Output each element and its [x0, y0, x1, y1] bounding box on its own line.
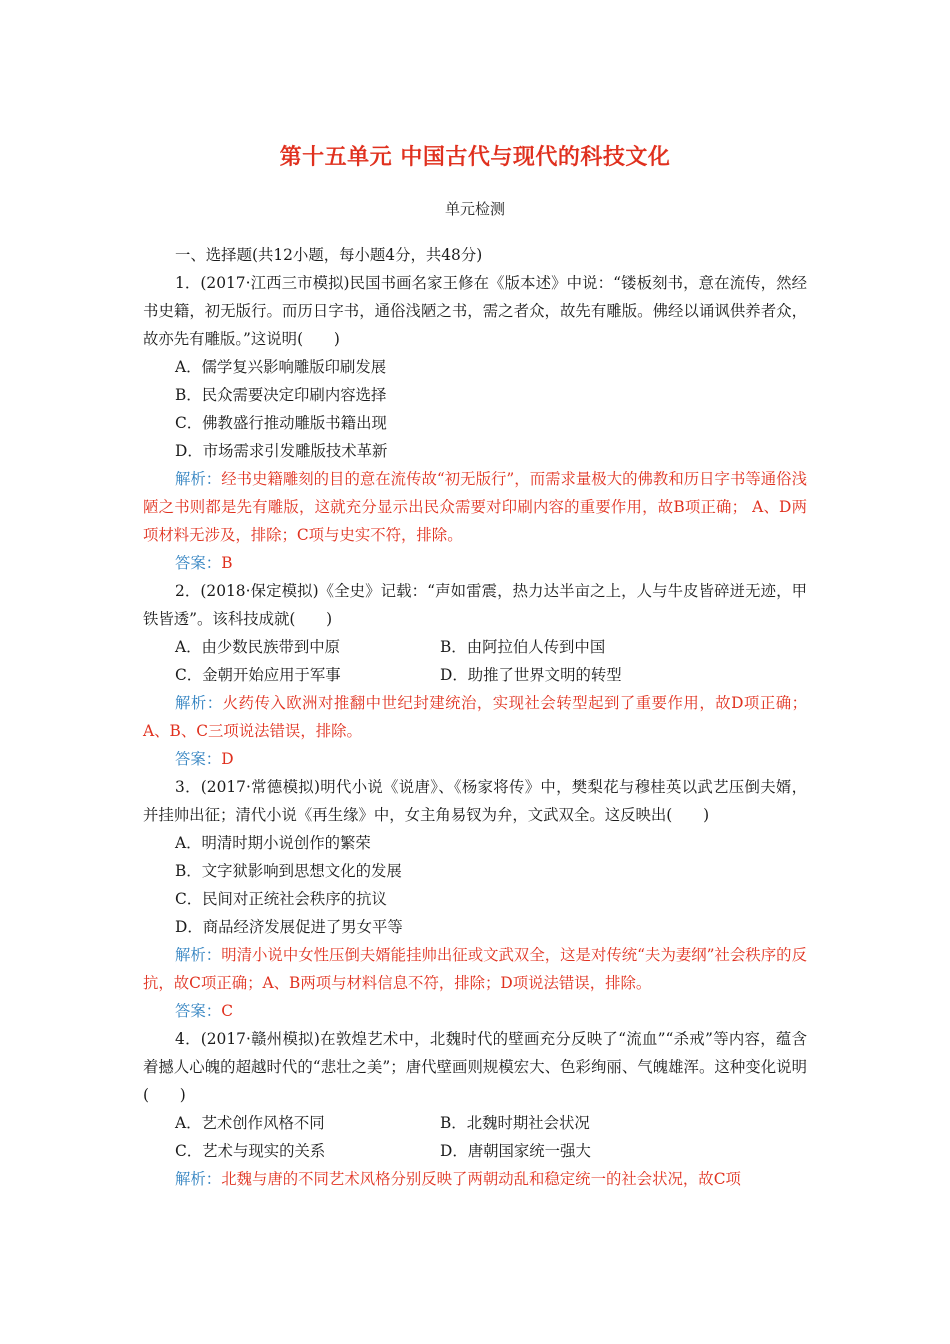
answer	[143, 549, 807, 577]
question-stem: 2．(2018·保定模拟)《全史》记载：“声如雷震，热力达半亩之上，人与牛皮皆碎迸无迹，甲铁皆透”。该科技成就( )	[143, 582, 807, 628]
option: A．明清时期小说创作的繁荣	[175, 834, 371, 852]
answer-value: B	[221, 554, 233, 572]
page-subtitle: 单元检测	[444, 200, 505, 218]
option: B．民众需要决定印刷内容选择	[175, 386, 387, 404]
option-row	[143, 1109, 807, 1137]
option-row	[143, 1137, 807, 1165]
option: C．民间对正统社会秩序的抗议	[175, 890, 387, 908]
option: B．北魏时期社会状况	[440, 1114, 590, 1132]
analysis-text: 经书史籍雕刻的目的意在流传故“初无版行”，而需求量极大的佛教和历日字书等通俗浅陋之书则都是先有雕版，这就充分显示出民众需要对印刷内容的重要作用，故B项正确； A、D两项材料无涉及，排除；C项与史实不符，排除。	[143, 470, 807, 544]
answer-value: D	[221, 750, 234, 768]
page-title: 第十五单元 中国古代与现代的科技文化	[279, 145, 671, 170]
answer-value: C	[221, 1002, 233, 1020]
option: C．金朝开始应用于军事	[175, 666, 341, 684]
answer	[143, 997, 807, 1025]
answer	[143, 745, 807, 773]
option: B．文字狱影响到思想文化的发展	[175, 862, 402, 880]
analysis	[143, 941, 807, 997]
option: D．商品经济发展促进了男女平等	[175, 918, 403, 936]
analysis-label: 解析：	[175, 1170, 222, 1188]
analysis-label: 解析：	[175, 946, 222, 964]
analysis-text: 火药传入欧洲对推翻中世纪封建统治，实现社会转型起到了重要作用，故D项正确；A、B、C三项说法错误，排除。	[143, 694, 807, 740]
option: B．由阿拉伯人传到中国	[440, 638, 606, 656]
section-heading: 一、选择题(共12小题，每小题4分，共48分)	[175, 246, 483, 264]
analysis-text: 明清小说中女性压倒夫婿能挂帅出征或文武双全，这是对传统“夫为妻纲”社会秩序的反抗，故C项正确；A、B两项与材料信息不符，排除；D项说法错误，排除。	[143, 946, 807, 992]
analysis	[143, 465, 807, 549]
question-stem: 4．(2017·赣州模拟)在敦煌艺术中，北魏时代的壁画充分反映了“流血”“杀戒”等内容，蕴含着撼人心魄的超越时代的“悲壮之美”；唐代壁画则规模宏大、色彩绚丽、气魄雄浑。这种变化说明( )	[143, 1030, 807, 1104]
option: D．唐朝国家统一强大	[440, 1142, 591, 1160]
answer-label: 答案：	[175, 1002, 222, 1020]
option: A．由少数民族带到中原	[175, 638, 341, 656]
answer-label: 答案：	[175, 750, 222, 768]
document-body	[143, 241, 807, 1193]
option: A．艺术创作风格不同	[175, 1114, 325, 1132]
option: C．艺术与现实的关系	[175, 1142, 326, 1160]
answer-label: 答案：	[175, 554, 222, 572]
option: A．儒学复兴影响雕版印刷发展	[175, 358, 387, 376]
option: C．佛教盛行推动雕版书籍出现	[175, 414, 387, 432]
analysis	[143, 1165, 807, 1193]
analysis-label: 解析：	[175, 694, 223, 712]
option-row	[143, 661, 807, 689]
analysis-label: 解析：	[175, 470, 222, 488]
question-stem: 1．(2017·江西三市模拟)民国书画名家王修在《版本述》中说：“镂板刻书，意在流传，然经书史籍，初无版行。而历日字书，通俗浅陋之书，需之者众，故先有雕版。佛经以诵讽供养者众，故亦先有雕版。”这说明( )	[143, 274, 807, 348]
option: D．市场需求引发雕版技术革新	[175, 442, 388, 460]
option: D．助推了世界文明的转型	[440, 666, 622, 684]
question-stem: 3．(2017·常德模拟)明代小说《说唐》、《杨家将传》中，樊梨花与穆桂英以武艺压倒夫婿，并挂帅出征；清代小说《再生缘》中，女主角易钗为弁，文武双全。这反映出( )	[143, 778, 807, 824]
option-row	[143, 633, 807, 661]
analysis-text: 北魏与唐的不同艺术风格分别反映了两朝动乱和稳定统一的社会状况，故C项	[221, 1170, 741, 1188]
analysis	[143, 689, 807, 745]
